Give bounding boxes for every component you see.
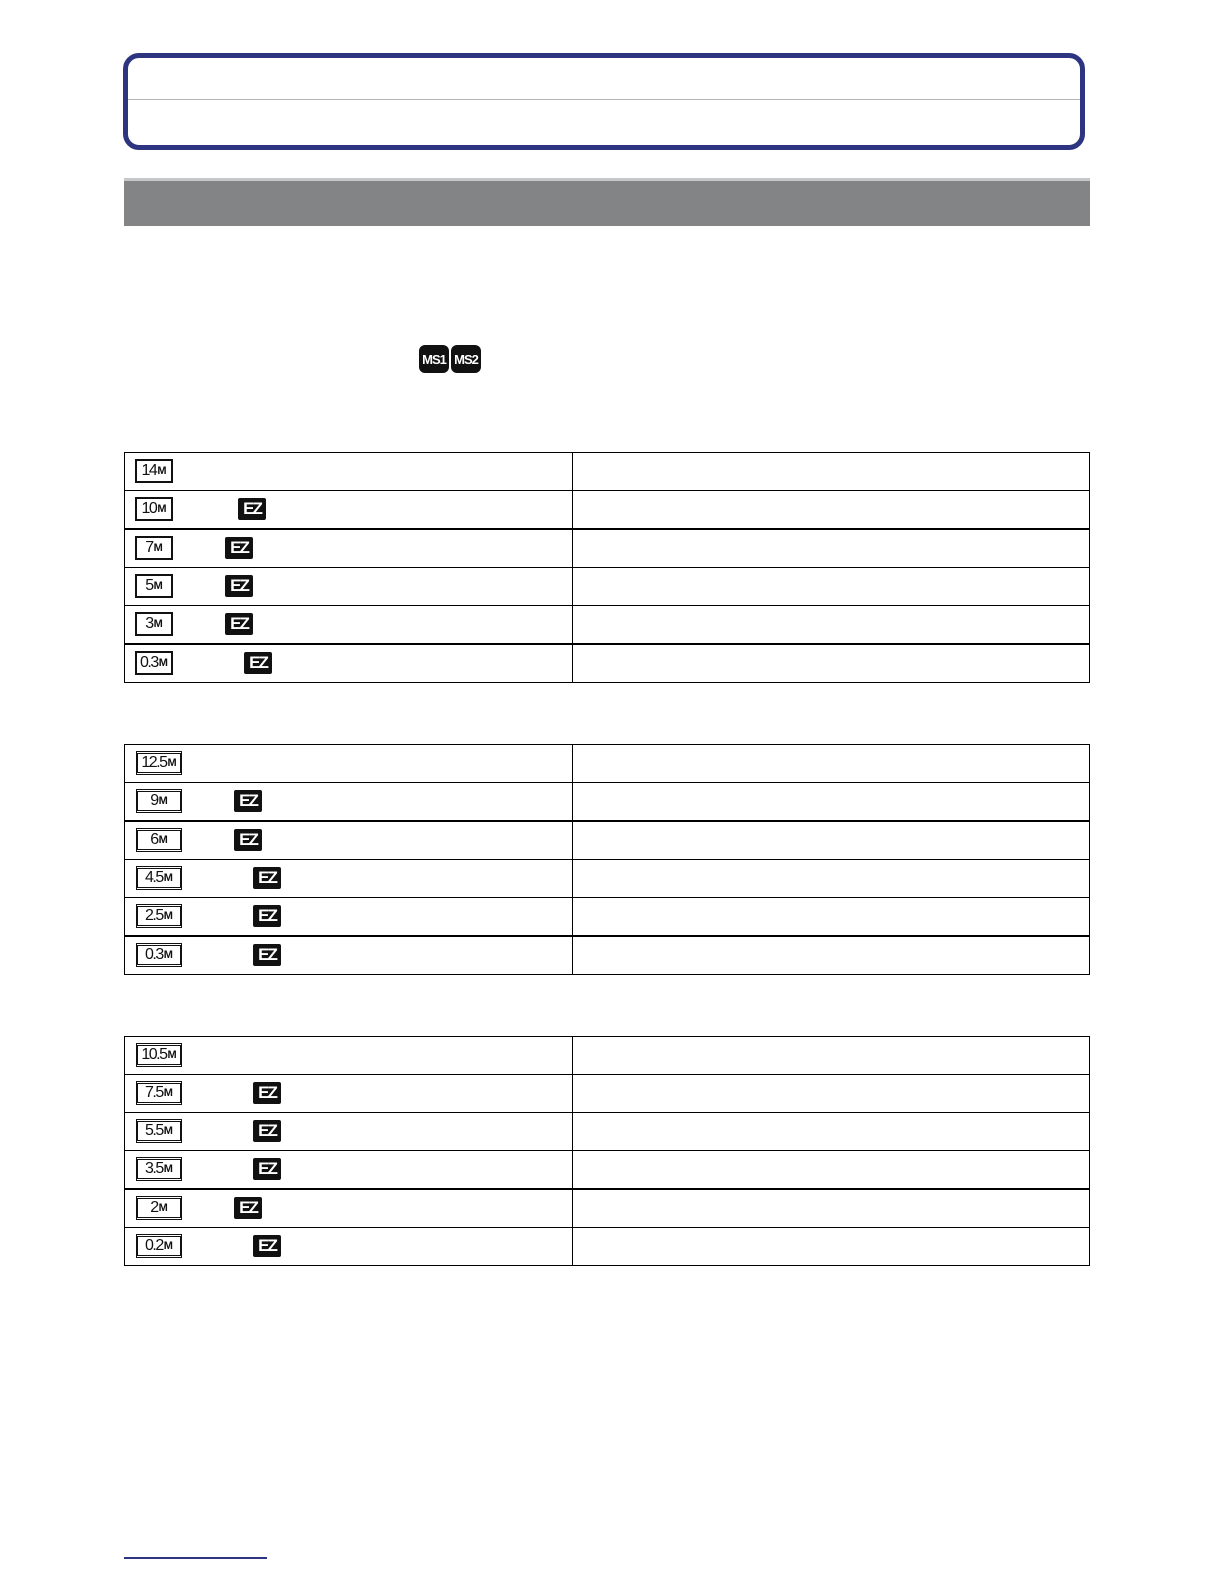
- picture-size-table-1: [124, 452, 1090, 683]
- table-row: [125, 745, 1090, 783]
- picture-size-7-5m-icon: 7.5 M: [136, 1081, 182, 1105]
- picture-size-14m-icon: 14 M: [135, 459, 173, 483]
- extended-zoom-icon: EZ: [253, 867, 281, 889]
- extended-zoom-icon: EZ: [225, 575, 253, 597]
- picture-size-table-2: [124, 744, 1090, 975]
- extended-zoom-icon: EZ: [253, 1082, 281, 1104]
- ms2-mode-icon: MS2: [451, 345, 481, 373]
- extended-zoom-icon: EZ: [225, 613, 253, 635]
- table-row: [125, 1075, 1090, 1113]
- table-row: [125, 491, 1090, 530]
- table-row: [125, 1037, 1090, 1075]
- picture-size-3m-icon: 3 M: [135, 612, 173, 636]
- section-header-bar: [124, 178, 1090, 226]
- extended-zoom-icon: EZ: [234, 1197, 262, 1219]
- table-row: [125, 1151, 1090, 1190]
- ms1-mode-icon: MS1: [419, 345, 449, 373]
- picture-size-5m-icon: 5 M: [135, 574, 173, 598]
- extended-zoom-icon: EZ: [253, 1158, 281, 1180]
- picture-size-3-5m-icon: 3.5 M: [136, 1157, 182, 1181]
- table-row: [125, 606, 1090, 645]
- extended-zoom-icon: EZ: [244, 652, 272, 674]
- picture-size-5-5m-icon: 5.5 M: [136, 1119, 182, 1143]
- picture-size-10-5m-icon: 10.5 M: [136, 1043, 182, 1067]
- picture-size-0-3m-icon: 0.3 M: [136, 943, 182, 967]
- footer-link-underline[interactable]: [124, 1557, 267, 1559]
- table-row: [125, 453, 1090, 491]
- table-row: [125, 936, 1090, 975]
- extended-zoom-icon: EZ: [225, 537, 253, 559]
- table-row: [125, 1228, 1090, 1266]
- extended-zoom-icon: EZ: [253, 1235, 281, 1257]
- page-title-frame: [123, 53, 1085, 150]
- picture-size-9m-icon: 9 M: [136, 789, 182, 813]
- picture-size-2-5m-icon: 2.5 M: [136, 904, 182, 928]
- picture-size-2m-icon: 2 M: [136, 1196, 182, 1220]
- picture-size-4-5m-icon: 4.5 M: [136, 866, 182, 890]
- table-row: [125, 1113, 1090, 1151]
- table-row: [125, 529, 1090, 568]
- table-row: [125, 1189, 1090, 1228]
- picture-size-6m-icon: 6 M: [136, 828, 182, 852]
- extended-zoom-icon: EZ: [253, 1120, 281, 1142]
- table-row: [125, 898, 1090, 937]
- extended-zoom-icon: EZ: [238, 498, 266, 520]
- picture-size-table-3: [124, 1036, 1090, 1266]
- table-row: [125, 783, 1090, 822]
- table-row: [125, 821, 1090, 860]
- table-row: [125, 568, 1090, 606]
- extended-zoom-icon: EZ: [234, 790, 262, 812]
- picture-size-7m-icon: 7 M: [135, 536, 173, 560]
- extended-zoom-icon: EZ: [234, 829, 262, 851]
- title-divider: [128, 99, 1080, 100]
- table-row: [125, 644, 1090, 683]
- table-row: [125, 860, 1090, 898]
- extended-zoom-icon: EZ: [253, 944, 281, 966]
- mode-icons: [419, 345, 481, 373]
- picture-size-0-2m-icon: 0.2 M: [136, 1234, 182, 1258]
- picture-size-12-5m-icon: 12.5 M: [136, 751, 182, 775]
- picture-size-10m-icon: 10 M: [135, 497, 173, 521]
- extended-zoom-icon: EZ: [253, 905, 281, 927]
- picture-size-0-3m-icon: 0.3 M: [135, 651, 173, 675]
